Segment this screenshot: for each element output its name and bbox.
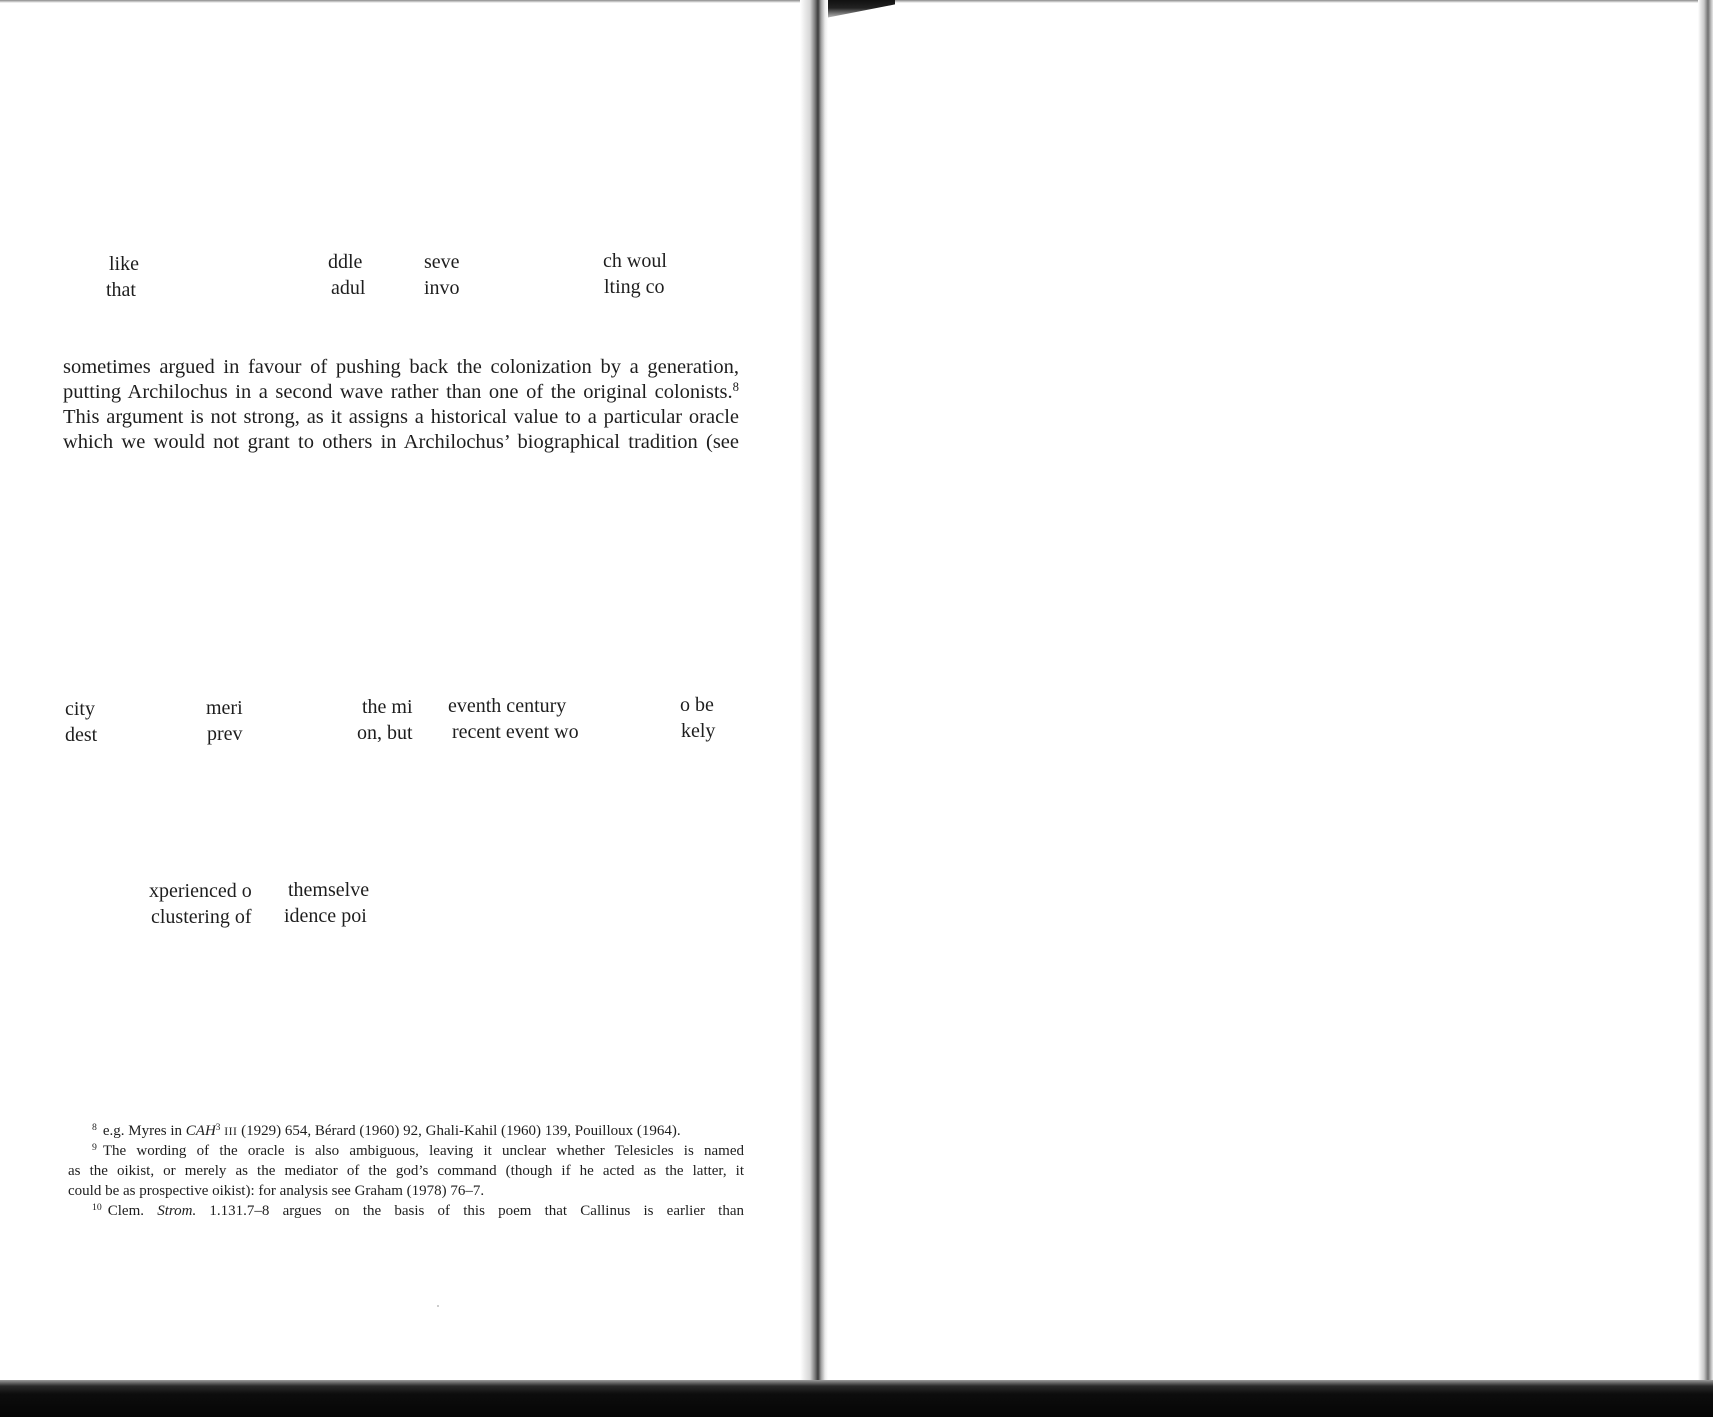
scan-bottom-shadow: [0, 1380, 1713, 1417]
footnote-text: e.g. Myres in: [102, 1123, 186, 1139]
right-page-edge: [1698, 0, 1713, 1390]
footnote-text: (1929) 654, Bérard (1960) 92, Ghali-Kahil (1960) 139, Pouilloux (1964).: [237, 1123, 681, 1139]
footnote-10: [92, 1202, 744, 1221]
text-fragment: eventh century: [448, 695, 567, 717]
body-text-line: sometimes argued in favour of pushing back the colonization by a generation,: [63, 356, 739, 378]
body-text-line: which we would not grant to others in Archilochus’ biographical tradition (see: [63, 431, 739, 453]
text-fragment: dest: [65, 724, 98, 746]
text-fragment: meri: [206, 697, 243, 719]
text-fragment: clustering of: [151, 906, 252, 928]
page-gutter: [800, 0, 828, 1390]
text-fragment: seve: [424, 251, 460, 273]
footnote-8: [92, 1122, 744, 1141]
footnote-work-title: Strom.: [157, 1203, 197, 1219]
text-fragment: recent event wo: [452, 721, 579, 743]
text-fragment: that: [106, 279, 136, 301]
footnote-9: [92, 1142, 744, 1161]
footnote-volume: III: [224, 1125, 238, 1138]
text-fragment: like: [109, 253, 139, 275]
right-page: [828, 22, 1698, 1380]
text-fragment: ch woul: [603, 250, 667, 272]
text-fragment: the mi: [362, 696, 413, 718]
text-fragment: xperienced o: [149, 880, 252, 902]
footnote-text: 1.131.7–8 argues on the basis of this poem that Callinus is earlier than: [196, 1203, 744, 1219]
text-fragment: lting co: [604, 276, 665, 298]
footnote-edition: 3: [215, 1122, 221, 1133]
footnote-abbrev: CAH: [185, 1123, 216, 1139]
footnote-number: 10: [92, 1202, 102, 1214]
footnote-number: 9: [92, 1142, 97, 1154]
text-fragment: idence poi: [284, 905, 367, 927]
text-fragment: ddle: [328, 251, 363, 273]
footnote-ref[interactable]: 8: [732, 380, 739, 395]
text-fragment: city: [65, 698, 95, 720]
body-text-line: [63, 380, 739, 404]
text-fragment: themselve: [288, 879, 370, 901]
scan-speck: [437, 1305, 439, 1307]
text-fragment: prev: [207, 723, 243, 745]
text-fragment: adul: [331, 277, 366, 299]
footnote-text: Clem.: [107, 1203, 158, 1219]
body-text-span: putting Archilochus in a second wave rather than one of the original colonists.: [63, 381, 733, 403]
footnote-number: 8: [92, 1122, 97, 1134]
text-fragment: on, but: [357, 722, 413, 744]
text-fragment: invo: [424, 277, 460, 299]
footnote-9-line: as the oikist, or merely as the mediator of the god’s command (though if he acted as the latter, it: [68, 1163, 744, 1179]
text-fragment: o be: [680, 694, 714, 716]
footnote-9-line: could be as prospective oikist): for analysis see Graham (1978) 76–7.: [68, 1183, 485, 1199]
body-text-line: This argument is not strong, as it assigns a historical value to a particular oracle: [63, 406, 739, 428]
footnote-text: The wording of the oracle is also ambiguous, leaving it unclear whether Telesicles is named: [102, 1143, 744, 1159]
text-fragment: kely: [681, 720, 716, 742]
